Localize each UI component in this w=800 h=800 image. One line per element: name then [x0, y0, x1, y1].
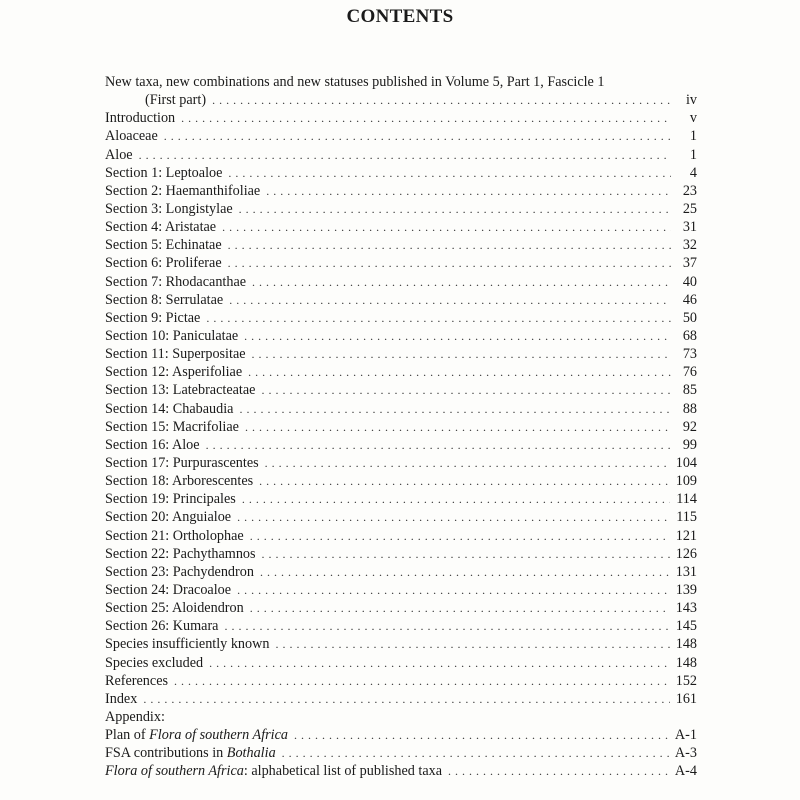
toc-entry-row	[105, 472, 697, 490]
toc-entry-page: A-3	[674, 745, 697, 762]
toc-entry-label: Section 6: Proliferae	[105, 255, 222, 272]
toc-entry-page: 25	[682, 200, 697, 217]
toc-entry-page: 104	[675, 454, 697, 471]
toc-entry-page: 31	[682, 219, 697, 236]
toc-entry-page: 76	[682, 364, 697, 381]
toc-entry[interactable]	[105, 182, 697, 200]
toc-leader-dots	[143, 690, 669, 708]
toc-entry-row	[105, 508, 697, 526]
toc-leader-dots	[181, 109, 671, 127]
toc-entry-label: Section 17: Purpurascentes	[105, 454, 259, 471]
toc-entry-page: v	[689, 110, 697, 127]
toc-intro-line	[105, 73, 697, 91]
toc-entry-row	[105, 400, 697, 418]
toc-entry[interactable]	[105, 436, 697, 454]
toc-entry-row	[105, 127, 697, 145]
toc-leader-dots	[228, 254, 671, 272]
toc-entry-page: 32	[682, 237, 697, 254]
toc-entry-label: Section 26: Kumara	[105, 618, 219, 635]
label-italic-title: Flora of southern Africa	[105, 763, 244, 780]
toc-entry[interactable]	[105, 291, 697, 309]
toc-entry-label	[105, 762, 442, 780]
toc-entry-label: (First part)	[145, 92, 207, 109]
toc-entry[interactable]	[105, 635, 697, 653]
toc-leader-dots	[239, 200, 671, 218]
toc-entry[interactable]	[105, 472, 697, 490]
toc-entry[interactable]	[105, 454, 697, 472]
toc-entry-page: 109	[675, 473, 697, 490]
toc-entry-page: 92	[682, 418, 697, 435]
toc-entry-label: Section 8: Serrulatae	[105, 291, 224, 308]
toc-entry-row	[105, 254, 697, 272]
toc-entry[interactable]	[105, 146, 697, 164]
toc-entry-row	[105, 327, 697, 345]
toc-entry-page: 161	[675, 690, 697, 707]
toc-entry-label: Section 13: Latebracteatae	[105, 382, 256, 399]
page-title: CONTENTS	[346, 6, 454, 27]
toc-entry-label: Section 23: Pachydendron	[105, 563, 254, 580]
toc-entry[interactable]	[105, 91, 697, 109]
toc-entry-row	[105, 146, 697, 164]
toc-leader-dots	[266, 182, 671, 200]
toc-entry[interactable]	[105, 563, 697, 581]
toc-entry-label: Section 16: Aloe	[105, 436, 200, 453]
toc-entry-row	[105, 381, 697, 399]
toc-entry-row	[105, 599, 697, 617]
toc-entry[interactable]	[105, 527, 697, 545]
toc-leader-dots	[282, 744, 669, 762]
toc-entry[interactable]	[105, 309, 697, 327]
toc-leader-dots	[252, 273, 671, 291]
toc-entry-row	[105, 291, 697, 309]
toc-entry[interactable]	[105, 345, 697, 363]
toc-entry-row	[105, 164, 697, 182]
toc-entry-page: 23	[682, 182, 697, 199]
toc-entry[interactable]	[105, 254, 697, 272]
toc-leader-dots	[224, 617, 669, 635]
toc-entry-row	[105, 218, 697, 236]
toc-leader-dots	[250, 527, 670, 545]
toc-entry-row	[105, 182, 697, 200]
toc-entry-label: Species insufficiently known	[105, 636, 270, 653]
toc-entry-row	[105, 654, 697, 672]
toc-entry-page: 143	[675, 600, 697, 617]
toc-entry-label: Species excluded	[105, 654, 204, 671]
toc-entry-label: Section 9: Pictae	[105, 309, 201, 326]
toc-entry-page: 37	[682, 255, 697, 272]
toc-entry[interactable]	[105, 672, 697, 690]
toc-entry-page: 139	[675, 581, 697, 598]
toc-entry-label: Section 10: Paniculatae	[105, 327, 239, 344]
toc-entry-label: Aloe	[105, 146, 133, 163]
table-of-contents	[105, 73, 697, 780]
toc-entry-row	[105, 581, 697, 599]
toc-entry-row	[105, 617, 697, 635]
toc-entry-label: Section 24: Dracoaloe	[105, 581, 232, 598]
toc-entry[interactable]	[105, 236, 697, 254]
label-text: Plan of	[105, 727, 150, 744]
toc-leader-dots	[209, 654, 670, 672]
toc-entry-row	[105, 762, 697, 780]
toc-entry-row	[105, 273, 697, 291]
toc-leader-dots	[206, 309, 671, 327]
toc-entry-page: 88	[682, 400, 697, 417]
toc-leader-dots	[229, 291, 671, 309]
toc-leader-dots	[261, 381, 671, 399]
toc-entry[interactable]	[105, 690, 697, 708]
toc-leader-dots	[265, 454, 670, 472]
label-italic-title: Flora of southern Africa	[149, 727, 288, 744]
toc-entry-label: Section 18: Arborescentes	[105, 473, 254, 490]
toc-entry-label: Section 7: Rhodacanthae	[105, 273, 247, 290]
toc-entry-page: 145	[675, 618, 697, 635]
toc-entry-row	[105, 363, 697, 381]
toc-leader-dots	[139, 146, 671, 164]
label-italic-title: Bothalia	[226, 745, 276, 762]
toc-entry[interactable]	[105, 200, 697, 218]
toc-entry-row	[105, 109, 697, 127]
toc-entry-row	[105, 690, 697, 708]
toc-entry-label: Section 20: Anguialoe	[105, 509, 232, 526]
toc-entry-page: 50	[682, 309, 697, 326]
appendix-entry[interactable]	[105, 744, 697, 762]
toc-entry-page: A-4	[674, 763, 697, 780]
label-text: : alphabetical list of published taxa	[243, 763, 443, 780]
toc-leader-dots	[237, 508, 670, 526]
toc-entry[interactable]	[105, 581, 697, 599]
toc-entry-row	[105, 726, 697, 744]
label-text: FSA contributions in	[105, 745, 227, 762]
toc-leader-dots	[239, 400, 671, 418]
toc-entry-row	[105, 91, 697, 109]
toc-entry-label	[105, 744, 276, 762]
toc-entry[interactable]	[105, 109, 697, 127]
toc-entry[interactable]	[105, 400, 697, 418]
toc-entry-page: 131	[675, 563, 697, 580]
toc-entry-page: 1	[689, 146, 697, 163]
toc-entry-row	[105, 672, 697, 690]
toc-entry-page: 121	[675, 527, 697, 544]
toc-entry-row	[105, 635, 697, 653]
toc-entry-label: Section 12: Asperifoliae	[105, 364, 243, 381]
toc-entry[interactable]	[105, 617, 697, 635]
toc-entry-page: 68	[682, 327, 697, 344]
toc-entry-page: 148	[675, 636, 697, 653]
toc-entry-label: Section 19: Principales	[105, 491, 236, 508]
toc-entry-row	[105, 309, 697, 327]
toc-entry-label: Section 11: Superpositae	[105, 346, 246, 363]
toc-entry-label: Section 15: Macrifoliae	[105, 418, 239, 435]
toc-leader-dots	[164, 127, 671, 145]
toc-leader-dots	[448, 762, 669, 780]
toc-entry-label: Section 3: Longistylae	[105, 200, 233, 217]
toc-entry-label: Section 1: Leptoaloe	[105, 164, 223, 181]
toc-leader-dots	[244, 327, 671, 345]
toc-entry-page: 126	[675, 545, 697, 562]
toc-entry-label: Section 14: Chabaudia	[105, 400, 234, 417]
toc-leader-dots	[237, 581, 670, 599]
toc-leader-dots	[259, 472, 670, 490]
toc-leader-dots	[206, 436, 671, 454]
toc-entry-page: 46	[682, 291, 697, 308]
toc-entry[interactable]	[105, 127, 697, 145]
toc-entry[interactable]	[105, 545, 697, 563]
toc-entry-row	[105, 454, 697, 472]
toc-entry[interactable]	[105, 490, 697, 508]
toc-entry[interactable]	[105, 327, 697, 345]
toc-entry-page: A-1	[674, 727, 697, 744]
toc-entry-label: Section 21: Ortholophae	[105, 527, 244, 544]
appendix-heading: Appendix:	[105, 708, 165, 725]
toc-entry-row	[105, 563, 697, 581]
toc-entry-page: 40	[682, 273, 697, 290]
toc-leader-dots	[252, 345, 671, 363]
toc-leader-dots	[245, 418, 671, 436]
toc-entry-page: 85	[682, 382, 697, 399]
toc-entry-page: 73	[682, 346, 697, 363]
toc-entry[interactable]	[105, 508, 697, 526]
toc-entry-page: iv	[685, 92, 697, 109]
toc-entry-row	[105, 744, 697, 762]
toc-leader-dots	[250, 599, 670, 617]
toc-entry-row	[105, 527, 697, 545]
toc-entry-label: Index	[105, 690, 138, 707]
toc-entry-page: 4	[689, 164, 697, 181]
toc-leader-dots	[228, 164, 671, 182]
toc-leader-dots	[174, 672, 670, 690]
toc-entry-label: Aloaceae	[105, 128, 158, 145]
toc-entry-page: 148	[675, 654, 697, 671]
toc-leader-dots	[222, 218, 671, 236]
toc-entry-page: 99	[682, 436, 697, 453]
toc-entry[interactable]	[105, 273, 697, 291]
toc-entry[interactable]	[105, 218, 697, 236]
appendix-entry[interactable]	[105, 726, 697, 744]
toc-entry-row	[105, 490, 697, 508]
toc-entry[interactable]	[105, 654, 697, 672]
toc-entry-label	[105, 726, 288, 744]
toc-entry-page: 114	[676, 491, 697, 508]
toc-entry-label: Section 4: Aristatae	[105, 219, 217, 236]
toc-entry[interactable]	[105, 599, 697, 617]
toc-entry-label: Section 25: Aloidendron	[105, 600, 244, 617]
toc-entry-label: Section 2: Haemanthifoliae	[105, 182, 261, 199]
toc-intro-text: New taxa, new combinations and new statuses published in Volume 5, Part 1, Fascicle 1	[105, 74, 605, 90]
toc-leader-dots	[228, 236, 671, 254]
toc-leader-dots	[212, 91, 671, 109]
toc-entry-page: 1	[689, 128, 697, 145]
toc-entry-page: 152	[675, 672, 697, 689]
toc-entry-row	[105, 200, 697, 218]
toc-leader-dots	[260, 563, 670, 581]
toc-entry-row	[105, 236, 697, 254]
toc-leader-dots	[242, 490, 670, 508]
toc-entry-row	[105, 345, 697, 363]
toc-entry-label: Section 5: Echinatae	[105, 237, 222, 254]
toc-entry-row	[105, 418, 697, 436]
toc-entry-page: 115	[676, 509, 697, 526]
toc-entry-label: Introduction	[105, 110, 176, 127]
toc-leader-dots	[275, 635, 669, 653]
toc-leader-dots	[248, 363, 671, 381]
toc-entry[interactable]	[105, 381, 697, 399]
toc-leader-dots	[262, 545, 670, 563]
toc-entry[interactable]	[105, 164, 697, 182]
toc-entry[interactable]	[105, 363, 697, 381]
toc-entry-label: Section 22: Pachythamnos	[105, 545, 256, 562]
appendix-entry[interactable]	[105, 762, 697, 780]
toc-entry-row	[105, 545, 697, 563]
toc-entry[interactable]	[105, 418, 697, 436]
toc-entry-row	[105, 436, 697, 454]
toc-leader-dots	[294, 726, 669, 744]
toc-entry-label: References	[105, 672, 169, 689]
